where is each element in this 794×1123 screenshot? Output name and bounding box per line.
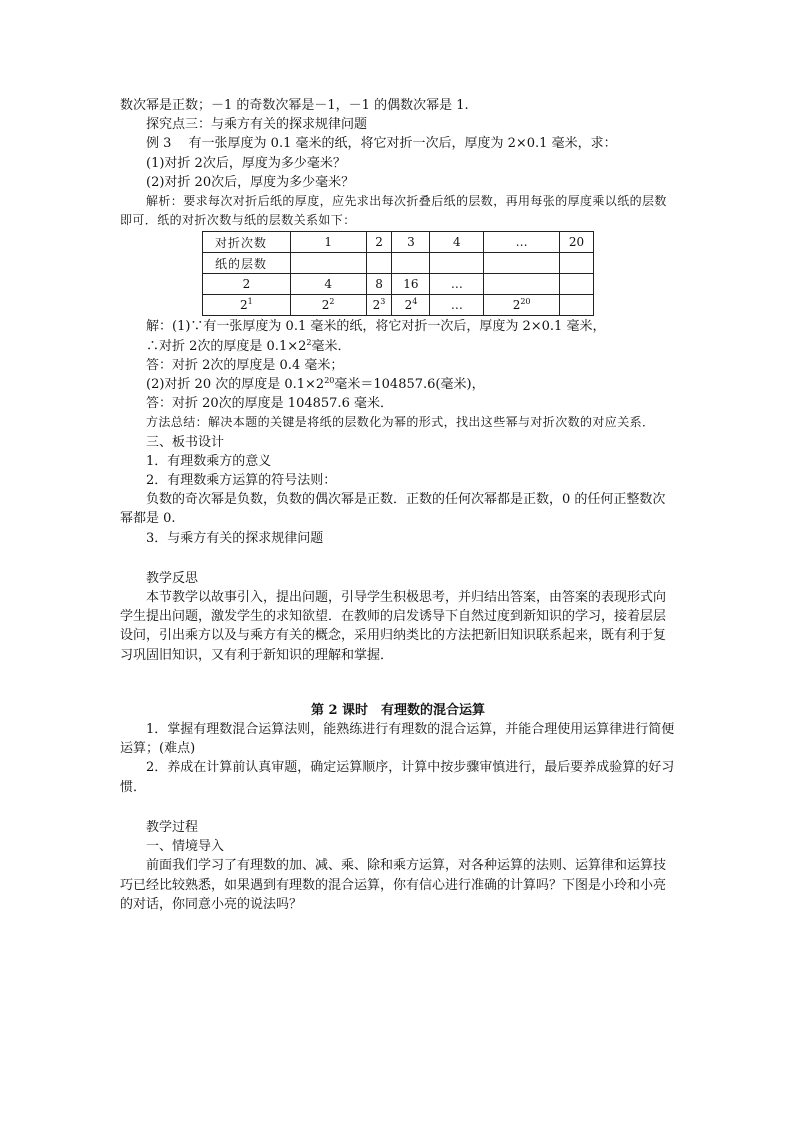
heading-inquiry-point-three: 探究点三：与乘方有关的探求规律问题 — [146, 117, 368, 133]
table-cell — [560, 274, 594, 295]
board-item-3: 3．与乘方有关的探求规律问题 — [146, 530, 324, 546]
text-span: 毫米＝104857.6(毫米)， — [334, 377, 485, 393]
heading-teaching-process: 教学过程 — [146, 819, 199, 835]
document-page — [120, 96, 676, 914]
table-cell — [560, 253, 594, 274]
table-cell: 1 — [290, 232, 366, 253]
scenario-intro-paragraph: 前面我们学习了有理数的加、减、乘、除和乘方运算，对各种运算的法则、运算律和运算技巧已经比较熟悉，如果遇到有理数的混合运算，你有信心进行准确的计算吗？下图是小玲和小亮的对话，你同意小亮的说法吗？ — [120, 858, 667, 912]
spacer — [120, 548, 676, 569]
board-item-1: 1．有理数乘方的意义 — [146, 453, 272, 469]
table-cell — [484, 253, 560, 274]
power-exponent: 4 — [412, 297, 418, 307]
teaching-reflection-paragraph: 本节教学以故事引入，提出问题，引导学生积极思考，并归结出答案，由答案的表现形式向学生提出问题，激发学生的求知欲望．在教师的启发诱导下自然过度到新知识的学习，接着层层设问，引出乘方以及与乘方有关的概念，采用归纳类比的方法把新旧知识联系起来，既有利于复习巩固旧知识，又有利于新知识的理解和掌握． — [120, 590, 667, 663]
power-exponent: 20 — [324, 376, 335, 386]
table-cell: 8 — [366, 274, 392, 295]
spacer — [120, 665, 676, 701]
power-base: 2 — [404, 298, 413, 313]
text-span: ∴对折 2次的厚度是 0.1×2 — [146, 338, 307, 354]
method-summary: 方法总结：解决本题的关键是将纸的层数化为幂的形式，找出这些幂与对折次数的对应关系． — [146, 415, 655, 430]
power-exponent: 20 — [520, 297, 531, 307]
table-cell: 3 — [392, 232, 430, 253]
text-span: 毫米． — [311, 338, 351, 354]
power-exponent: 2 — [306, 337, 312, 347]
analysis-paragraph: 解析：要求每次对折后纸的厚度，应先求出每次折叠后纸的层数，再用每张的厚度乘以纸的层数即可．纸的对折次数与纸的层数关系如下： — [120, 194, 667, 228]
table-row — [203, 274, 594, 295]
table-cell: 4 — [430, 232, 484, 253]
example-3-statement: 例 3 有一张厚度为 0.1 毫米的纸，将它对折一次后，厚度为 2×0.1 毫米，求： — [146, 136, 617, 152]
table-cell: … — [430, 274, 484, 295]
table-cell — [430, 295, 484, 316]
table-cell — [392, 253, 430, 274]
table-cell: 2 — [366, 232, 392, 253]
table-cell: 纸的层数 — [203, 253, 291, 274]
table-cell — [290, 253, 366, 274]
question-2: (2)对折 20次后，厚度为多少毫米？ — [146, 174, 355, 190]
heading-teaching-reflection: 教学反思 — [146, 570, 199, 586]
paragraph-sign-rule-end: 数次幂是正数；－1 的奇数次幂是－1，－1 的偶数次幂是 1. — [120, 98, 469, 113]
power-base: 2 — [240, 298, 248, 313]
board-item-2: 2．有理数乘方运算的符号法则： — [146, 473, 337, 489]
table-cell — [366, 295, 392, 316]
solution-line-3 — [120, 375, 676, 394]
table-cell: 16 — [392, 274, 430, 295]
goal-1: 1．掌握有理数混合运算法则，能熟练进行有理数的混合运算，并能合理使用运算律进行简便运算；(难点) — [120, 722, 675, 757]
table-cell: 20 — [560, 232, 594, 253]
table-cell: 4 — [290, 274, 366, 295]
table-cell — [484, 274, 560, 295]
solution-line-2 — [120, 337, 676, 356]
power-base: 2 — [321, 298, 330, 313]
table-row — [203, 253, 594, 274]
table-cell — [392, 295, 430, 316]
section-board-design: 三、板书设计 — [146, 434, 225, 450]
table-cell — [203, 295, 291, 316]
power-exponent: 2 — [329, 297, 335, 307]
lesson-title: 第 2 课时 有理数的混合运算 — [310, 702, 486, 718]
table-cell — [430, 253, 484, 274]
power-exponent: 1 — [247, 297, 253, 307]
solution-line-1: 解：(1)∵有一张厚度为 0.1 毫米的纸，将它对折一次后，厚度为 2×0.1 毫米， — [146, 319, 606, 335]
table-cell — [366, 253, 392, 274]
table-cell — [484, 295, 560, 316]
power-base: 2 — [512, 298, 521, 313]
answer-line-2: 答：对折 20次的厚度是 104857.6 毫米． — [146, 396, 393, 412]
spacer — [120, 797, 676, 818]
table-cell — [290, 295, 366, 316]
text-span: (2)对折 20 次的厚度是 0.1×2 — [146, 377, 325, 393]
power-base: 2 — [372, 298, 381, 313]
power-exponent: 3 — [380, 297, 386, 307]
board-item-2-detail: 负数的奇次幂是负数，负数的偶次幂是正数．正数的任何次幂都是正数，0 的任何正整数次幂都是 0. — [120, 492, 666, 527]
question-1: (1)对折 2次后，厚度为多少毫米？ — [146, 155, 346, 171]
fold-layers-table — [202, 231, 594, 316]
section-scenario-intro: 一、情境导入 — [146, 839, 225, 855]
table-row — [203, 295, 594, 316]
goal-2: 2．养成在计算前认真审题，确定运算顺序，计算中按步骤审慎进行，最后要养成验算的好习惯． — [120, 760, 675, 795]
table-cell: … — [484, 232, 560, 253]
table-cell — [560, 295, 594, 316]
answer-line-1: 答：对折 2次的厚度是 0.4 毫米； — [146, 357, 344, 373]
table-cell: 2 — [203, 274, 291, 295]
power-base: … — [450, 298, 463, 313]
table-row — [203, 232, 594, 253]
table-cell: 对折次数 — [203, 232, 291, 253]
